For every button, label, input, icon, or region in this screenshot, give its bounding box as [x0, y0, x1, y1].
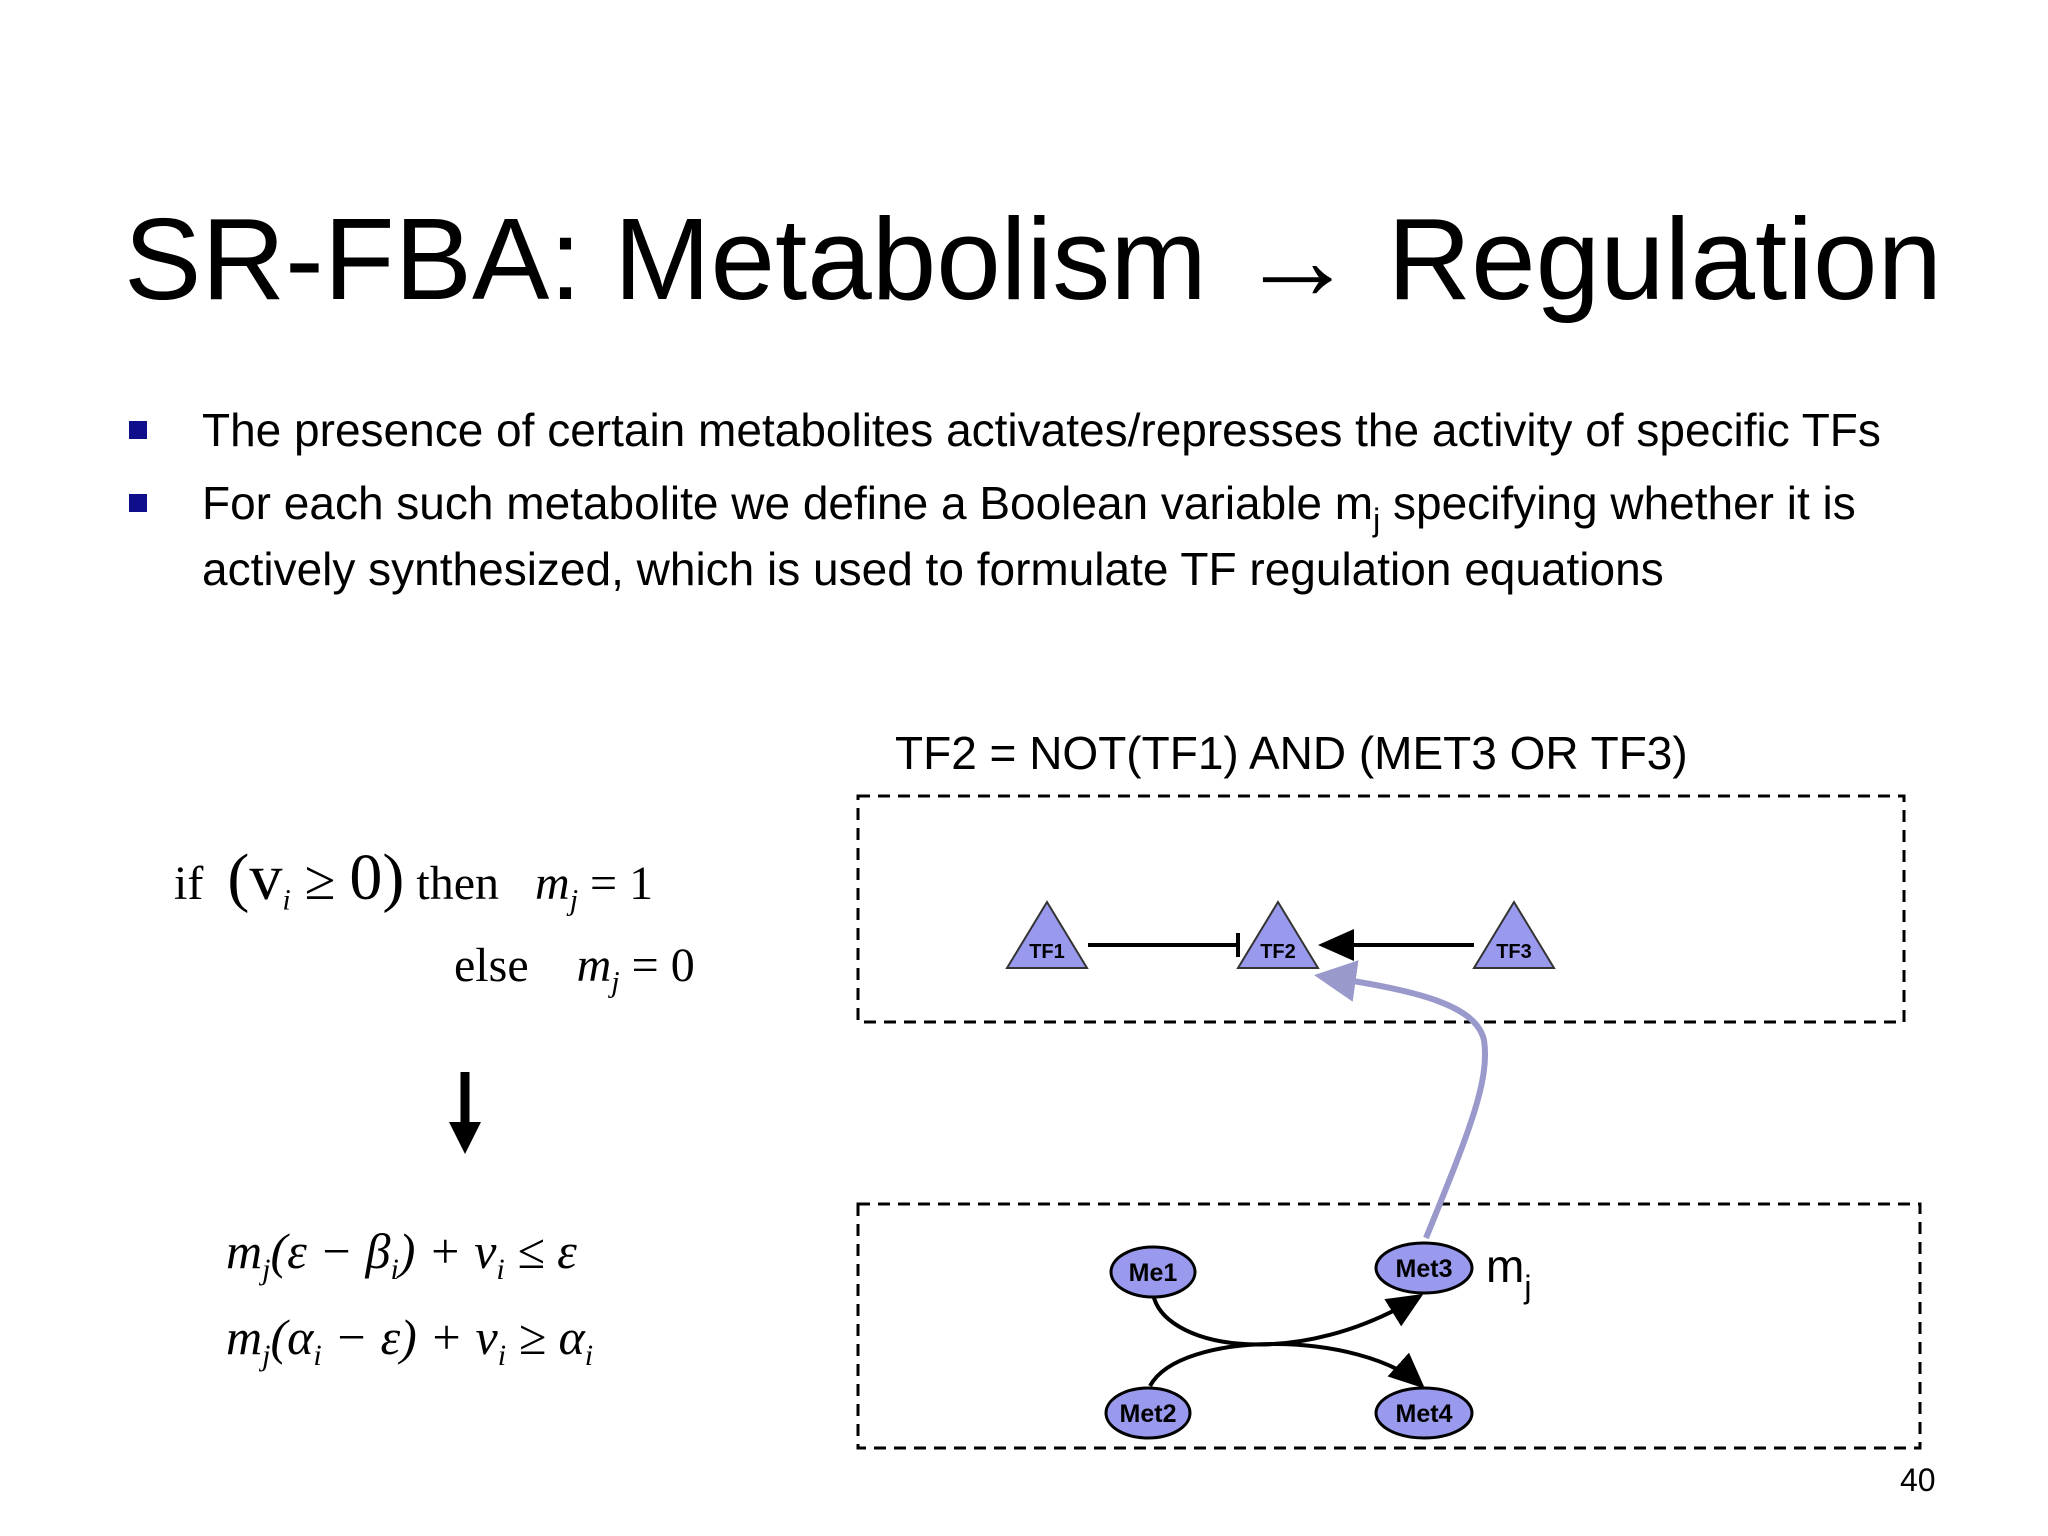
else-keyword: else: [454, 939, 529, 992]
equals-zero: = 0: [619, 939, 695, 992]
alpha-subscript: i: [584, 1339, 594, 1372]
met3-label: Met3: [1395, 1255, 1453, 1283]
page-number: 40: [1900, 1462, 1936, 1498]
v-subscript: i: [496, 1253, 505, 1286]
tf1-label: TF1: [1029, 941, 1065, 963]
metabolite-regulation-arrow: [1320, 976, 1485, 1238]
slide-title: SR-FBA: Metabolism → Regulation: [124, 194, 1942, 324]
equals-one: = 1: [578, 857, 654, 910]
close-paren: ): [382, 841, 405, 914]
met4-label: Met4: [1395, 1400, 1453, 1428]
if-keyword: if: [174, 857, 204, 910]
bullet-text: The presence of certain metabolites activates/represses the activity of specific TFs: [202, 404, 1881, 456]
bullet-text: For each such metabolite we define a Boolean variable m: [202, 477, 1374, 529]
bullet-text-continued: specifying whether it is actively synthesized, which is used to formulate TF regulation equations: [202, 477, 1856, 595]
met4-node: [1376, 1388, 1472, 1438]
m-variable: m: [576, 939, 612, 992]
open-alpha: (α: [270, 1309, 314, 1365]
reaction-curve-me1-met3: [1154, 1296, 1420, 1344]
me1-label: Me1: [1128, 1259, 1178, 1287]
me1-node: [1111, 1247, 1195, 1297]
met3-node: [1376, 1243, 1472, 1293]
reaction-curve-met2-met4: [1150, 1344, 1422, 1386]
down-arrow-icon: [449, 1072, 481, 1154]
m-subscript: j: [262, 1339, 271, 1372]
bullet-subscript: j: [1373, 502, 1381, 538]
open-paren: (: [227, 841, 250, 914]
tf1-node: [1007, 902, 1087, 968]
geq-alpha: ≥ α: [506, 1309, 585, 1365]
leq-epsilon: ≤ ε: [504, 1223, 577, 1279]
mj-label: [1486, 1240, 1531, 1305]
m-subscript: j: [262, 1253, 271, 1286]
v-subscript: i: [497, 1339, 507, 1372]
beta-subscript: i: [390, 1253, 399, 1286]
geq-symbol: ≥: [290, 850, 350, 912]
v-subscript: i: [282, 883, 291, 917]
m-subscript: j: [569, 883, 579, 917]
tf2-node: [1238, 902, 1318, 968]
tf3-label: TF3: [1496, 941, 1532, 963]
met2-node: [1106, 1388, 1190, 1438]
mj-subscript: j: [1524, 1269, 1532, 1305]
m-subscript: j: [611, 965, 620, 999]
m-variable: m: [226, 1309, 263, 1365]
m-variable: m: [535, 857, 570, 910]
zero-value: 0: [349, 841, 383, 914]
tf2-label: TF2: [1260, 941, 1296, 963]
epsilon-minus-beta: (ε − β: [270, 1223, 391, 1279]
plus-v: ) + v: [398, 1223, 497, 1279]
tf-regulation-equation: TF2 = NOT(TF1) AND (MET3 OR TF3): [895, 727, 1688, 779]
met2-label: Met2: [1119, 1400, 1177, 1428]
then-keyword: then: [416, 857, 500, 910]
minus-epsilon-plus-v: − ε) + v: [321, 1309, 498, 1365]
alpha-subscript: i: [313, 1339, 322, 1372]
tf3-node: [1474, 902, 1554, 968]
mj-letter: m: [1486, 1240, 1525, 1292]
m-variable: m: [226, 1223, 263, 1279]
v-variable: v: [249, 841, 283, 914]
